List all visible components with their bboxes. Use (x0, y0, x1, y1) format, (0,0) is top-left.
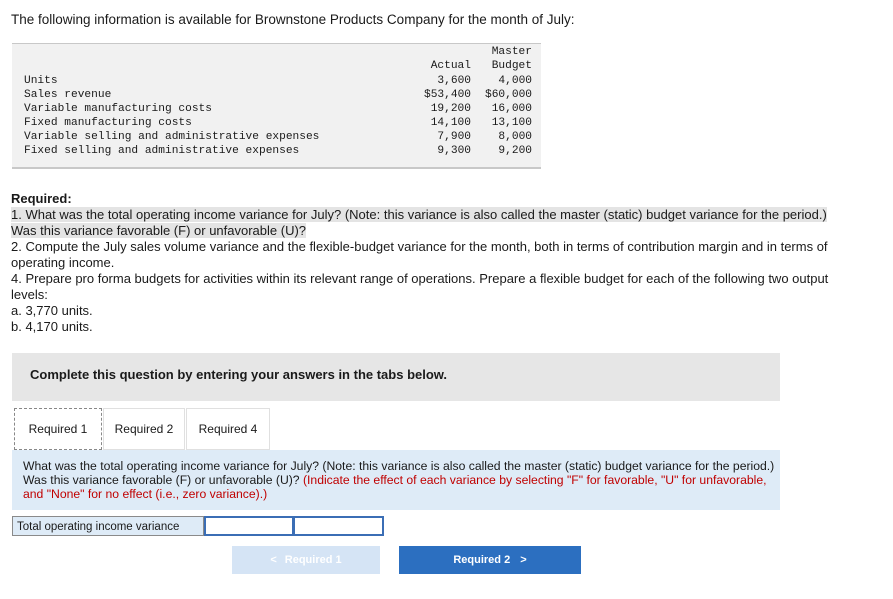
row-budget: $60,000 (485, 89, 532, 101)
row-actual: 7,900 (437, 131, 471, 143)
table-row (12, 74, 541, 88)
budget-header-line1: Master (491, 46, 532, 58)
chevron-right-icon: > (520, 554, 527, 566)
row-actual: 19,200 (430, 103, 471, 115)
row-label: Units (24, 75, 58, 87)
data-table (12, 43, 541, 169)
row-budget: 16,000 (491, 103, 532, 115)
row-actual: 3,600 (437, 75, 471, 87)
chevron-left-icon: < (270, 554, 277, 566)
row-label: Variable selling and administrative expenses (24, 131, 320, 143)
row-budget: 4,000 (498, 75, 532, 87)
complete-banner (12, 353, 780, 401)
variance-amount-input[interactable] (204, 516, 294, 536)
row-actual: $53,400 (424, 89, 471, 101)
intro-text: The following information is available for Brownstone Products Company for the month of July: (11, 12, 575, 27)
question-box (12, 450, 780, 510)
row-budget: 13,100 (491, 117, 532, 129)
tab-required-4[interactable]: Required 4 (186, 408, 270, 450)
row-actual: 9,300 (437, 145, 471, 157)
required-q2: 2. Compute the July sales volume variance and the flexible-budget variance for the month, both in terms of contribution margin and in terms of operating income. (11, 239, 828, 270)
complete-text: Complete this question by entering your answers in the tabs below. (30, 367, 448, 382)
next-button-label: Required 2 (453, 554, 511, 566)
required-q1: 1. What was the total operating income variance for July? (Note: this variance is also called the master (static) budget variance for the period.) Was this variance favorable (F) or unfavorable (U)? (11, 207, 827, 238)
required-section (11, 191, 846, 335)
question-instruction: (Indicate the effect of each variance by selecting "F" for favorable, "U" for unfavorable, and "None" for no effect (i.e., zero variance).) (23, 473, 767, 501)
prev-button[interactable] (232, 546, 380, 574)
prev-button-label: Required 1 (284, 554, 342, 566)
answer-row-label: Total operating income variance (12, 516, 204, 536)
row-label: Variable manufacturing costs (24, 103, 212, 115)
row-label: Fixed manufacturing costs (24, 117, 192, 129)
table-row (12, 88, 541, 102)
row-label: Fixed selling and administrative expenses (24, 145, 300, 157)
table-row (12, 116, 541, 130)
required-q4: 4. Prepare pro forma budgets for activities within its relevant range of operations. Prepare a flexible budget for each of the following two output levels: (11, 271, 829, 302)
table-row (12, 130, 541, 144)
next-button[interactable] (399, 546, 581, 574)
table-row (12, 102, 541, 116)
actual-header: Actual (430, 60, 471, 72)
row-actual: 14,100 (430, 117, 471, 129)
tab-required-1[interactable]: Required 1 (14, 408, 102, 450)
budget-header-line2: Budget (491, 60, 532, 72)
variance-effect-select[interactable] (293, 516, 384, 536)
row-budget: 8,000 (498, 131, 532, 143)
required-qa: a. 3,770 units. (11, 303, 93, 318)
row-label: Sales revenue (24, 89, 112, 101)
question-text: What was the total operating income variance for July? (Note: this variance is also called the master (static) budget variance for the period.) Was this variance favorable (F) or unfavorable (U)? (23, 459, 775, 487)
required-qb: b. 4,170 units. (11, 319, 93, 334)
tab-required-2[interactable]: Required 2 (103, 408, 185, 450)
required-title: Required: (11, 191, 72, 206)
question-paragraph (23, 459, 775, 501)
row-budget: 9,200 (498, 145, 532, 157)
table-row (12, 144, 541, 158)
